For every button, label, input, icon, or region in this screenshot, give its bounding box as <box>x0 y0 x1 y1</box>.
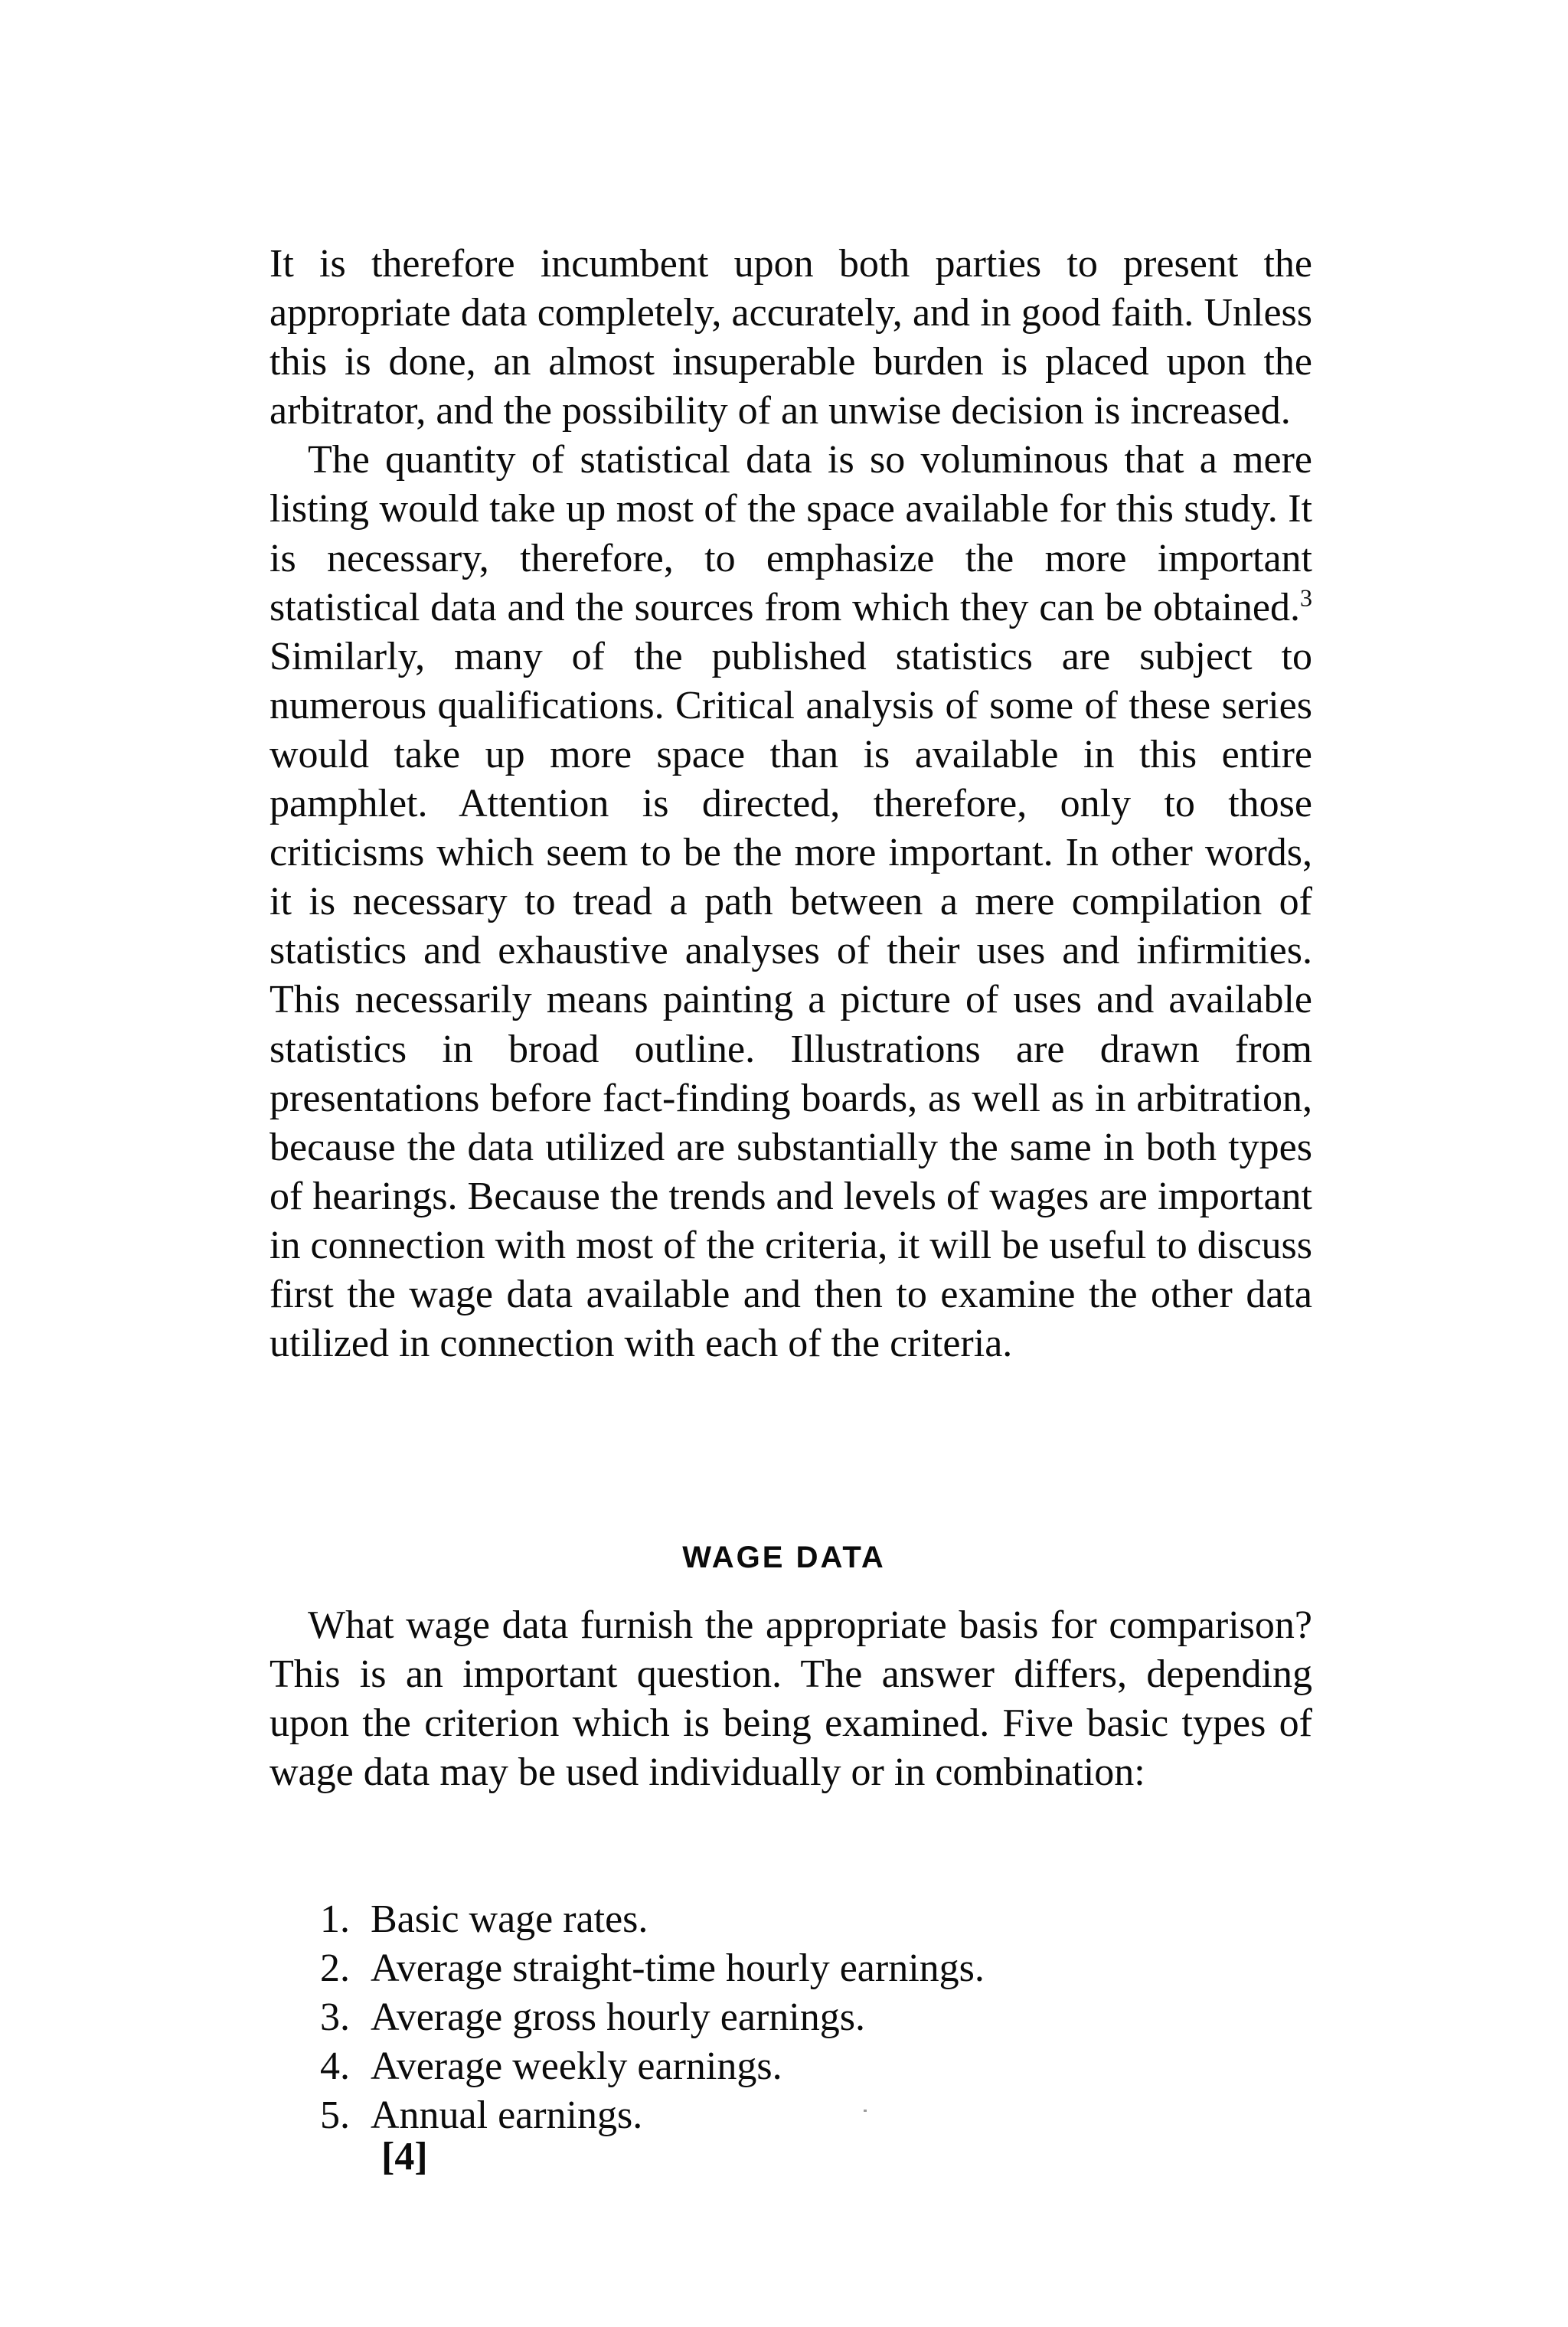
wage-data-text-block <box>270 1601 1312 1797</box>
footnote-marker: 3 <box>1300 583 1312 612</box>
list-item-text: Annual earnings. <box>371 2093 643 2137</box>
list-item-text: Average gross hourly earnings. <box>371 1995 865 2039</box>
paragraph-2 <box>270 436 1312 1368</box>
paragraph-2-text-a: The quantity of statistical data is so voluminous that a mere listing would take up most of the space available for this study. It is necessary, therefore, to emphasize the more important statistical data and the sources from which they can be obtained. <box>270 438 1312 629</box>
list-item <box>320 1993 985 2042</box>
list-item <box>320 1895 985 1944</box>
section-heading: WAGE DATA <box>682 1541 886 1574</box>
list-item-number: 1. <box>320 1897 350 1941</box>
list-item-number: 4. <box>320 2044 350 2088</box>
list-item-number: 3. <box>320 1995 350 2039</box>
list-item-text: Average weekly earnings. <box>371 2044 782 2088</box>
paragraph-1: It is therefore incumbent upon both parties to present the appropriate data completely, accurately, and in good faith. Unless this is done, an almost insuperable burden is placed upon the arbitrator, and the possibility of an unwise decision is increased. <box>270 242 1312 433</box>
list-item-text: Average straight-time hourly earnings. <box>371 1946 985 1990</box>
list-item-number: 5. <box>320 2093 350 2137</box>
paragraph-2-text-b: Similarly, many of the published statistics are subject to numerous qualifications. Critical analysis of some of these series would take up more space than is available in this entire pamphlet. Attention is directed, therefore, only to those criticisms which seem to be the more important. In other words, it is necessary to tread a path between a mere compilation of statistics and exhaustive analyses of their uses and infirmities. This necessarily means painting a picture of uses and available statistics in broad outline. Illustrations are drawn from presentations before fact-finding boards, as well as in arbitration, because the data utilized are substantially the same in both types of hearings. Because the trends and levels of wages are important in connection with most of the criteria, it will be useful to discuss first the wage data available and then to examine the other data utilized in connection with each of the criteria. <box>270 634 1312 1366</box>
page-number: [4] <box>381 2135 428 2178</box>
list-item-number: 2. <box>320 1946 350 1990</box>
paragraph-3: What wage data furnish the appropriate basis for comparison? This is an important question. The answer differs, depending upon the criterion which is being examined. Five basic types of wage data may be used individually or in combination: <box>270 1603 1312 1795</box>
list-item-text: Basic wage rates. <box>371 1897 648 1941</box>
print-speck <box>864 2110 867 2112</box>
list-item <box>320 2042 985 2091</box>
body-text-block <box>270 240 1312 1368</box>
list-item <box>320 1944 985 1993</box>
wage-types-list <box>320 1895 985 2140</box>
